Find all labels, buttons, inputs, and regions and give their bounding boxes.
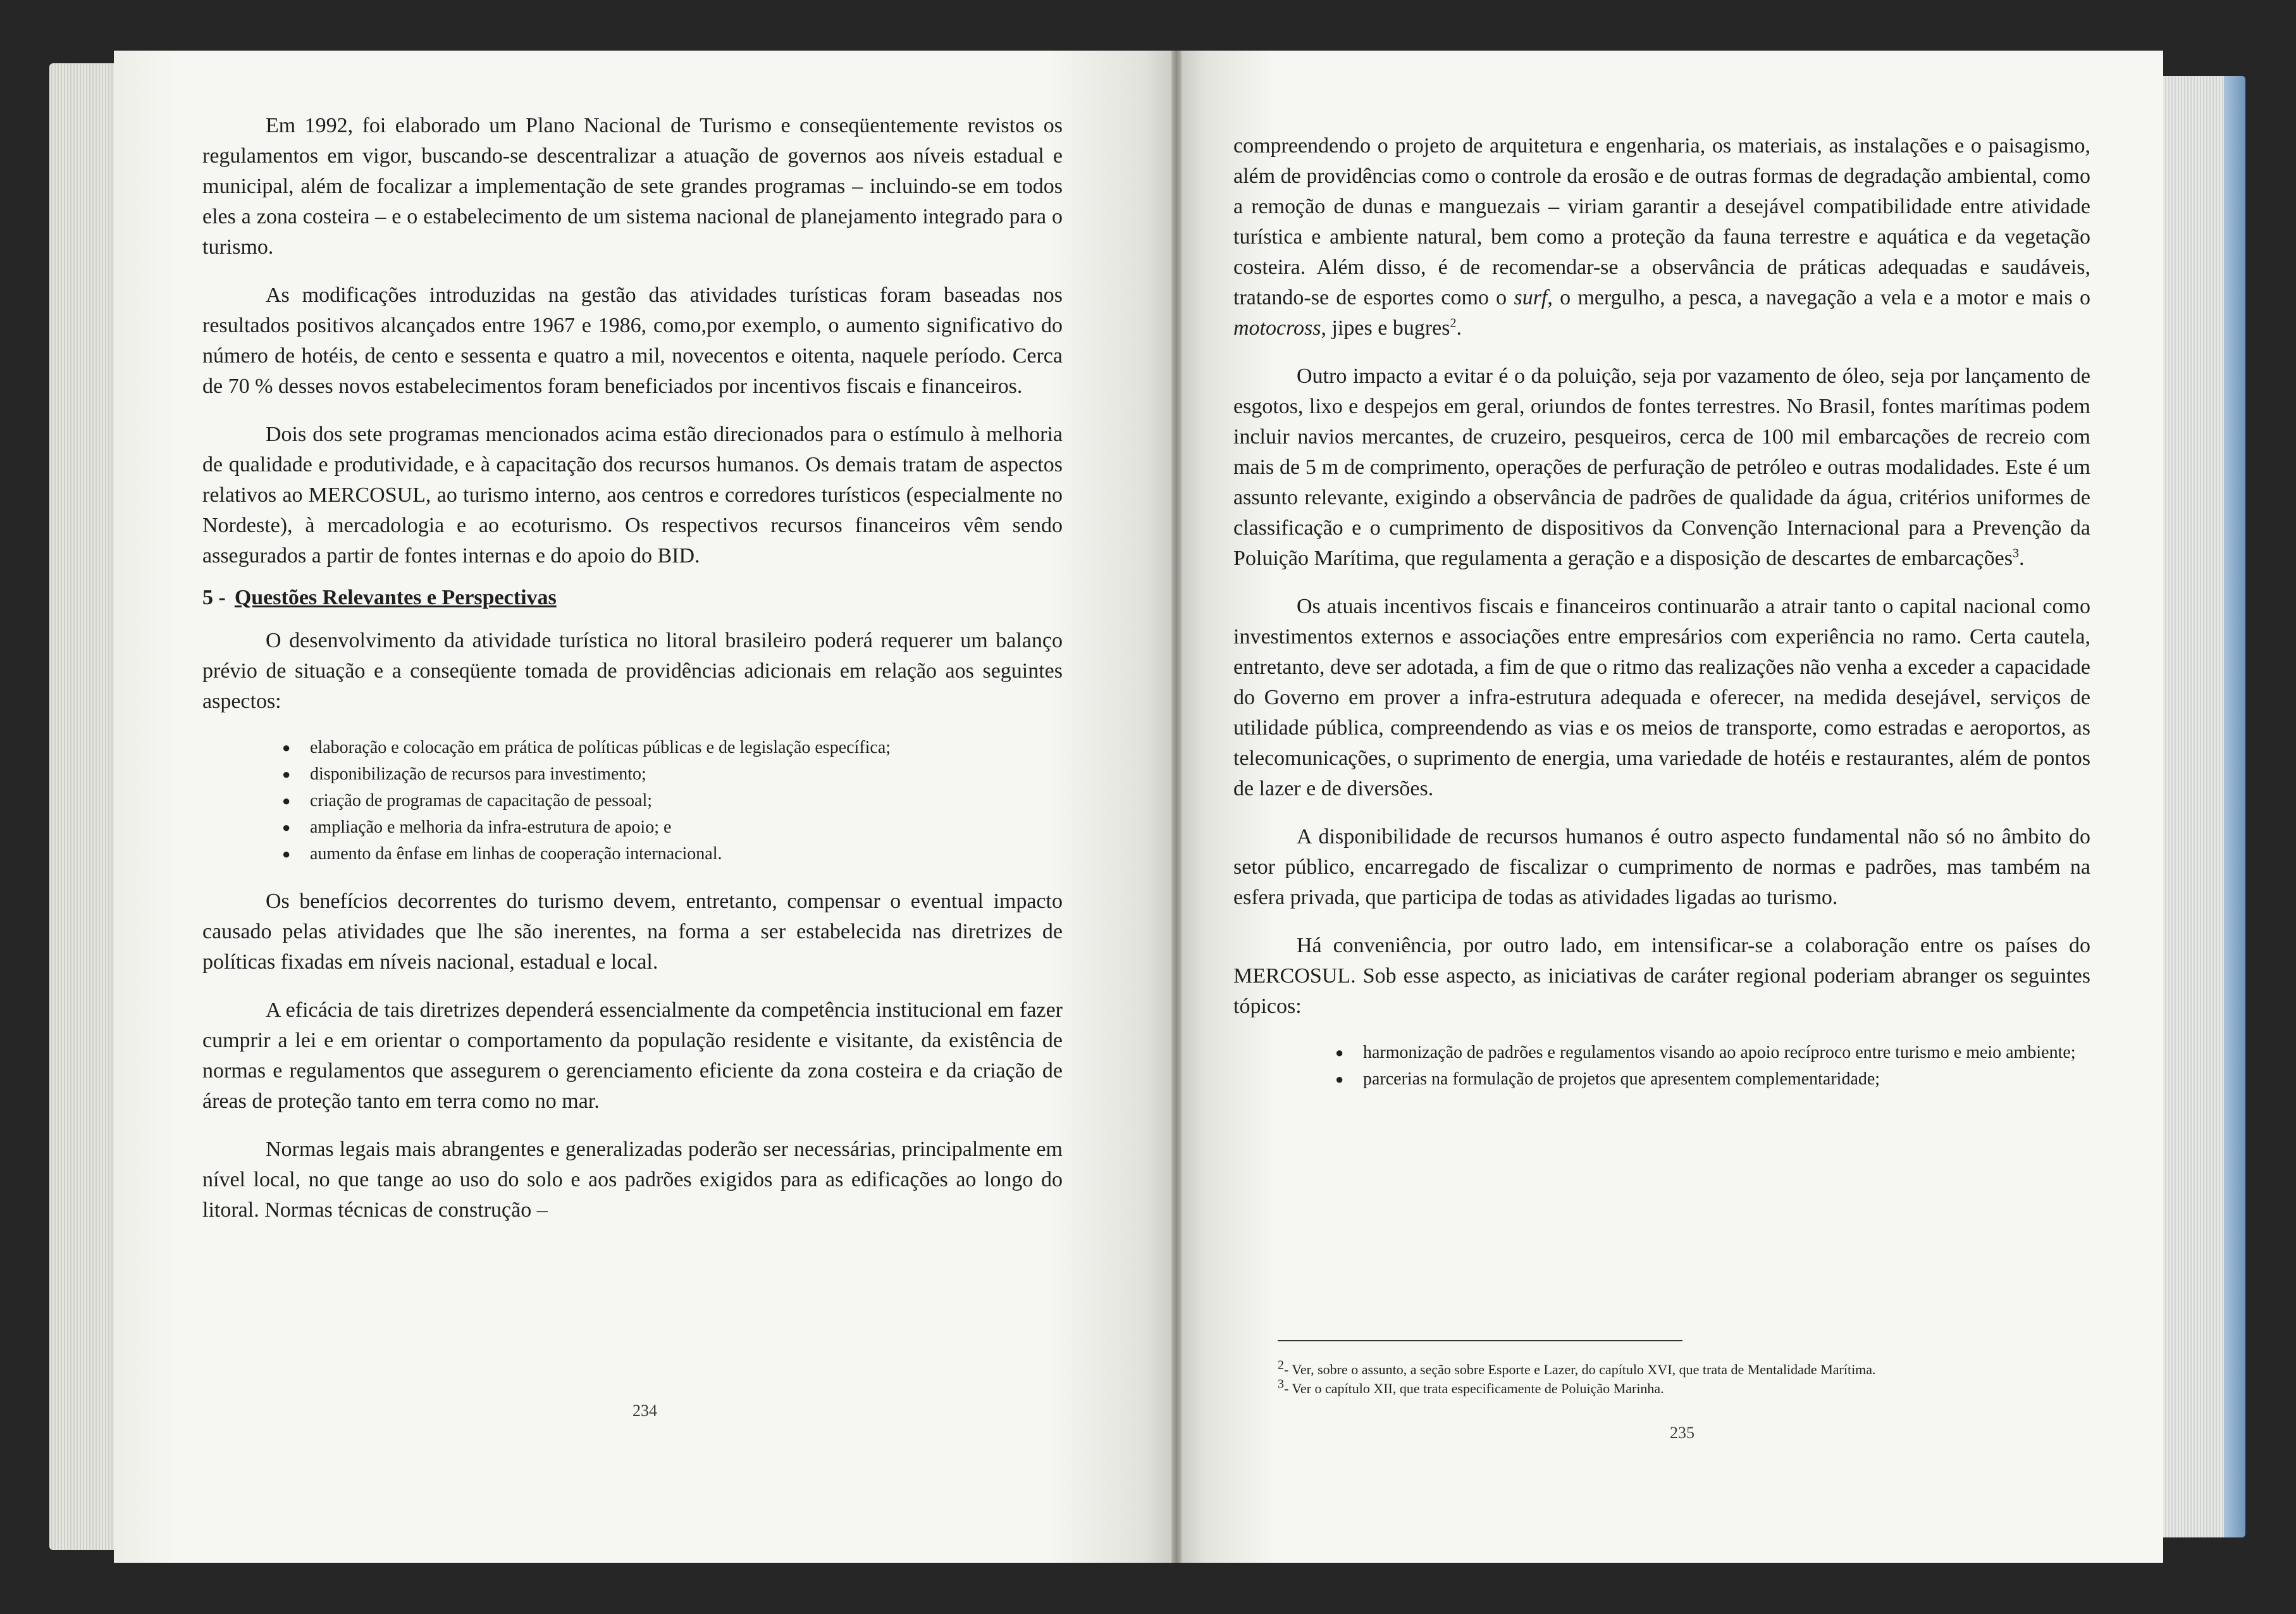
text-run: . [1456,316,1462,340]
paragraph: As modificações introduzidas na gestão das atividades turísticas foram baseadas nos resultados positivos alcançados entre 1967 e 1986, como,por exemplo, o aumento significativo do número de hotéis, de cento e sessenta e quatro a mil, novecentos e oitenta, naquele período. Cerca de 70 % desses novos estabelecimentos foram beneficiados por incentivos fiscais e financeiros. [202,283,1063,398]
bullet-list [202,735,1063,867]
list-item: ● ampliação e melhoria da infra-estrutura de apoio; e [310,814,1063,841]
right-page-text [1233,131,2090,1112]
paragraph: Normas legais mais abrangentes e generalizadas poderão ser necessárias, principalmente em nível local, no que tange ao uso do solo e aos padrões exigidos para as edificações ao longo do litoral. Normas técnicas de construção – [202,1138,1063,1222]
footnote-ref: 2 [1450,316,1457,330]
list-item: ● aumento da ênfase em linhas de cooperação internacional. [310,841,1063,867]
paragraph: Em 1992, foi elaborado um Plano Nacional de Turismo e conseqüentemente revistos os regulamentos em vigor, buscando-se descentralizar a atuação de governos aos níveis estadual e municipal, além de focalizar a implementação de sete grandes programas – incluindo-se em todos eles a zona costeira – e o estabelecimento de um sistema nacional de planejamento integrado para o turismo. [202,114,1063,259]
paragraph: O desenvolvimento da atividade turística no litoral brasileiro poderá requerer um balanço prévio de situação e a conseqüente tomada de providências adicionais em relação aos seguintes aspectos: [202,629,1063,713]
text-run: compreendendo o projeto de arquitetura e engenharia, os materiais, as instalações e o paisagismo, além de providências como o controle da erosão e de outras formas de degradação ambiental, como a remoção de dunas e manguezais – viriam garantir a desejável compatibilidade entre atividade turística e ambiente natural, bem como a proteção da fauna terrestre e aquática e da vegetação costeira. Além disso, é de recomendar-se a observância de práticas adequadas e saudáveis, tratando-se de esportes como o [1233,134,2090,309]
footnote-text: - Ver o capítulo XII, que trata especificamente de Poluição Marinha. [1284,1381,1664,1396]
text-run: Outro impacto a evitar é o da poluição, seja por vazamento de óleo, seja por lançamento de esgotos, lixo e despejos em geral, oriundos de fontes terrestres. No Brasil, fontes marítimas podem incluir navios mercantes, de cruzeiro, pesqueiros, cerca de 100 mil embarcações de recreio com mais de 5 m de comprimento, operações de perfuração de petróleo e outras modalidades. Este é um assunto relevante, exigindo a observância de padrões de qualidade da água, critérios uniformes de classificação e o cumprimento de dispositivos da Convenção Internacional para a Prevenção da Poluição Marítima, que regulamenta a geração e a disposição de descartes de embarcações [1233,364,2090,570]
right-page-edges [2157,76,2245,1537]
book-gutter [1171,51,1182,1563]
page-number-left: 234 [633,1401,657,1420]
paragraph: Os atuais incentivos fiscais e financeiros continuarão a atrair tanto o capital nacional como investimentos externos e associações entre empresários com experiência no ramo. Certa cautela, entretanto, deve ser adotada, a fim de que o ritmo das realizações não venha a exceder a capacidade do Governo em prover a infra-estrutura adequada e oferecer, na medida desejável, serviços de utilidade pública, compreendendo as vias e os meios de transporte, como estradas e aeroportos, as telecomunicações, o suprimento de energia, uma variedade de hotéis e restaurantes, além de pontos de lazer e de diversões. [1233,595,2090,800]
section-heading [202,583,1063,613]
text-run: . [2018,547,2025,570]
footnotes [1278,1360,2113,1398]
bullet-list [1233,1040,2090,1093]
list-item: ● criação de programas de capacitação de pessoal; [310,788,1063,814]
text-run: , o mergulho, a pesca, a navegação a vela e a motor e mais o [1547,286,2090,309]
text-run-italic: surf [1514,286,1548,309]
footnote-text: - Ver, sobre o assunto, a seção sobre Esporte e Lazer, do capítulo XVI, que trata de Mentalidade Marítima. [1284,1362,1876,1377]
page-number-right: 235 [1670,1424,1694,1442]
paragraph: A disponibilidade de recursos humanos é outro aspecto fundamental não só no âmbito do setor público, encarregado de fiscalizar o cumprimento de normas e padrões, mas também na esfera privada, que participa de todas as atividades ligadas ao turismo. [1233,825,2090,909]
section-title: Questões Relevantes e Perspectivas [234,586,557,609]
paragraph [1233,361,2090,574]
footnote [1278,1379,2113,1398]
paragraph: A eficácia de tais diretrizes dependerá essencialmente da competência institucional em fazer cumprir a lei e em orientar o comportamento da população residente e visitante, da existência de normas e regulamentos que assegurem o gerenciamento eficiente da zona costeira e da criação de áreas de proteção tanto em terra como no mar. [202,998,1063,1113]
footnote-mark: 3 [1278,1377,1284,1391]
footnote-ref: 3 [2012,546,2019,561]
list-item: ● harmonização de padrões e regulamentos visando ao apoio recíproco entre turismo e meio ambiente; [1363,1040,2090,1066]
text-run: , jipes e bugres [1321,316,1450,340]
footnote-mark: 2 [1278,1358,1284,1372]
paragraph [1233,131,2090,344]
left-page-text [202,111,1063,1243]
text-run-italic: motocross [1233,316,1321,340]
paragraph: Há conveniência, por outro lado, em intensificar-se a colaboração entre os países do MERCOSUL. Sob esse aspecto, as iniciativas de caráter regional poderiam abranger os seguintes tópicos: [1233,934,2090,1018]
list-item: ● elaboração e colocação em prática de políticas públicas e de legislação específica; [310,735,1063,761]
list-item: ● parcerias na formulação de projetos que apresentem complementaridade; [1363,1066,2090,1093]
footnote-divider [1278,1340,1682,1341]
paragraph: Dois dos sete programas mencionados acima estão direcionados para o estímulo à melhoria de qualidade e produtividade, e à capacitação dos recursos humanos. Os demais tratam de aspectos relativos ao MERCOSUL, ao turismo interno, aos centros e corredores turísticos (especialmente no Nordeste), à mercadologia e ao ecoturismo. Os respectivos recursos financeiros vêm sendo assegurados a partir de fontes internas e do apoio do BID. [202,423,1063,568]
paragraph: Os benefícios decorrentes do turismo devem, entretanto, compensar o eventual impacto causado pelas atividades que lhe são inerentes, na forma a ser estabelecida nas diretrizes de políticas fixadas em níveis nacional, estadual e local. [202,890,1063,974]
list-item: ● disponibilização de recursos para investimento; [310,761,1063,788]
footnote [1278,1360,2113,1379]
section-number: 5 - [202,586,226,609]
